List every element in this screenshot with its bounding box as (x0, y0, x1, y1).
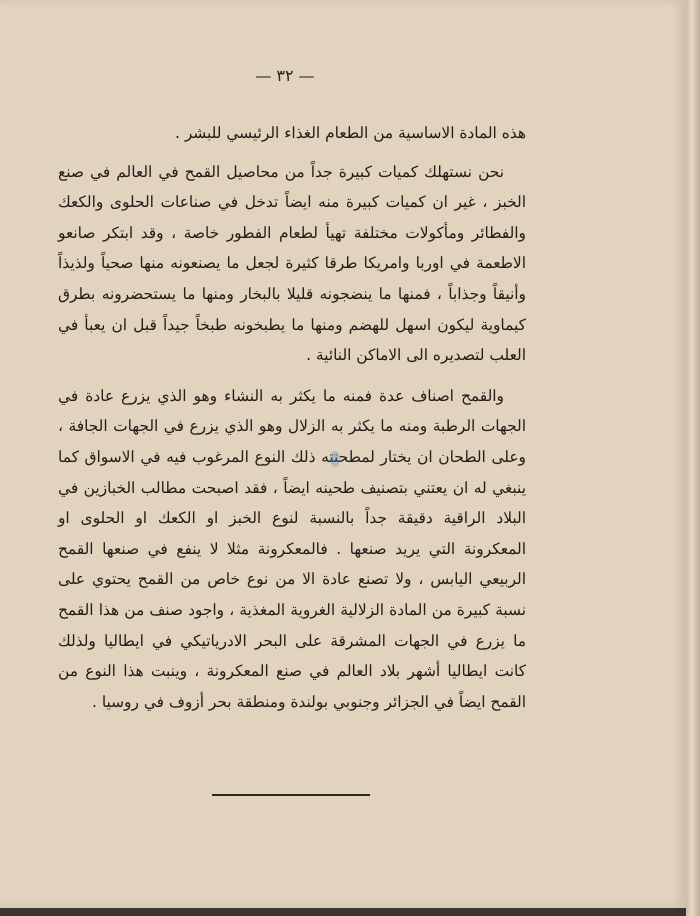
page-edge (686, 0, 700, 916)
lead-line: هذه المادة الاساسية من الطعام الغذاء الرئيسي للبشر . (175, 124, 526, 142)
end-rule (212, 794, 370, 796)
page-number: — ٣٢ — (255, 66, 315, 85)
paragraph-2: والقمح اصناف عدة فمنه ما يكثر به النشاء وهو الذي يزرع عادة في الجهات الرطبة ومنه ما يكثر به الزلال وهو الذي يزرع في الجهات الجافة ، وعلى الطحان ان يختار لمطحنته ذلك النوع المرغوب فيه في الاسواق كما ينبغي له ان يعتني بتصنيف طحينه ايضاً ، فقد اصبحت مطالب الخبازين في البلاد الراقية دقيقة جداً بالنسبة لنوع الخبز او الكعك او الحلوى او المعكرونة التي يريد صنعها . فالمعكرونة مثلا لا ينفع في صنعها القمح الربيعي اليابس ، ولا تصنع عادة الا من نوع خاص من القمح يحتوي على نسبة كبيرة من المادة الزلالية الغروية المغذية ، واجود صنف من هذا القمح ما يزرع في الجهات المشرقة على البحر الادرياتيكي في ايطاليا ولذلك كانت ايطاليا أشهر بلاد العالم في صنع المعكرونة ، وينبت هذا النوع من القمح ايضاً في الجزائر وجنوبي بولندة ومنطقة بحر أزوف في روسيا . (58, 386, 526, 711)
paragraph-1: نحن نستهلك كميات كبيرة جداً من محاصيل القمح في العالم في صنع الخبز ، غير ان كميات كبيرة منه ايضاً تدخل في صناعات الحلوى والكعك والفطائر ومأكولات مختلفة تهيأ لطعام الفطور خاصة ، وقد ابتكر صانعو الاطعمة في اوربا وامريكا طرقا كثيرة لجعل ما يصنعونه منها صحياً ولذيذاً وأنيقاً وجذاباً ، فمنها ما ينضجونه قليلا بالبخار ومنها ما يستحضرونه بطرق كيماوية ليكون اسهل للهضم ومنها ما يطبخونه طبخاً جيداً قبل ان يعبأ في العلب لتصديره الى الاماكن النائية . (58, 162, 526, 365)
ink-stain (330, 451, 340, 467)
body-text (58, 118, 526, 717)
